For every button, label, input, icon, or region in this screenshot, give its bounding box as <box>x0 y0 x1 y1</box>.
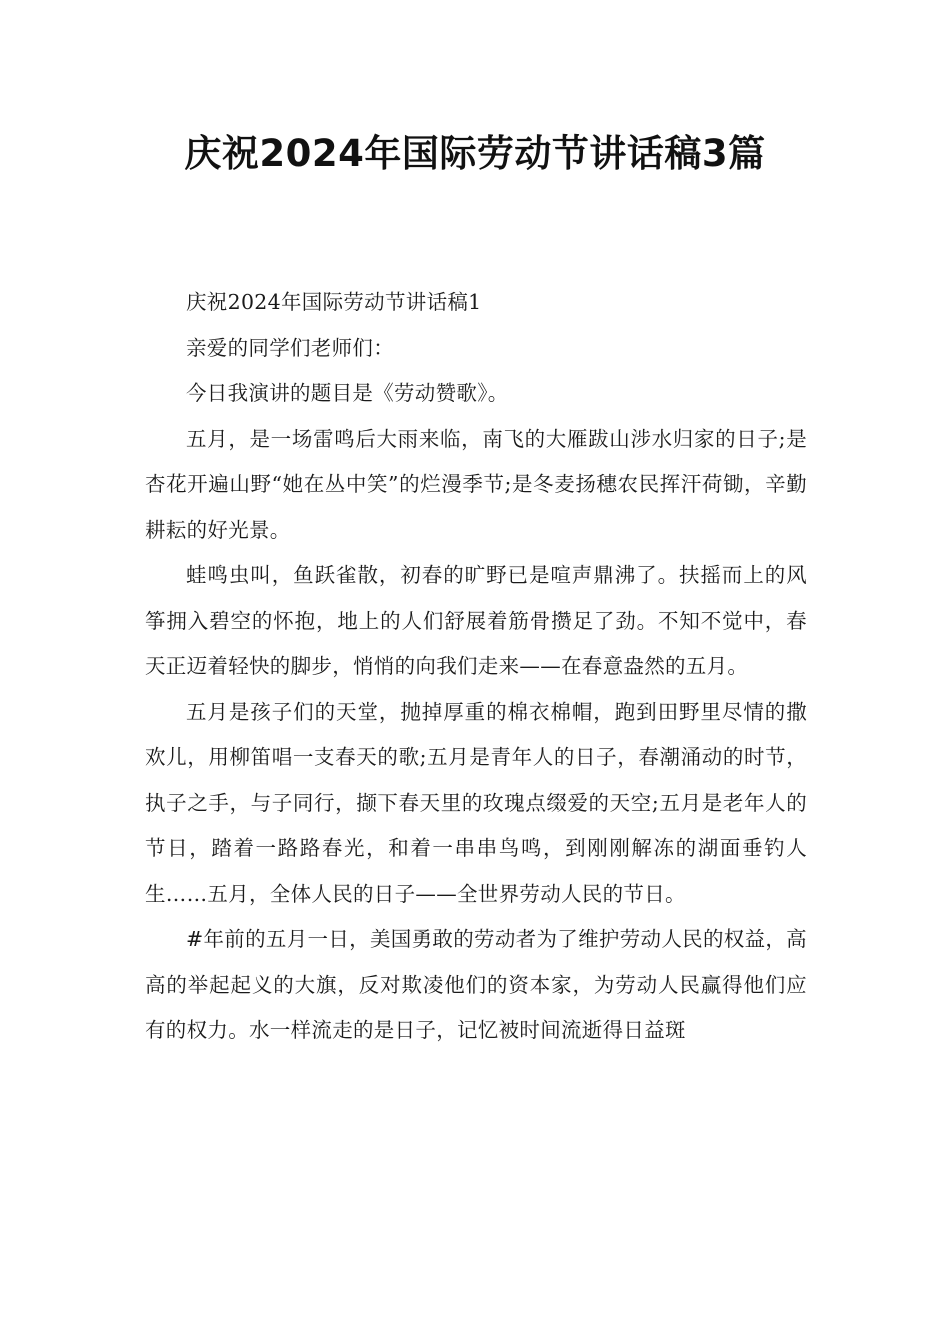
body-paragraph: 五月是孩子们的天堂，抛掉厚重的棉衣棉帽，跑到田野里尽情的撒欢儿，用柳笛唱一支春天的歌;五月是青年人的日子，春潮涌动的时节，执子之手，与子同行，撷下春天里的玫瑰点缀爱的天空;五月是老年人的节日，踏着一路路春光，和着一串串鸟鸣，到刚刚解冻的湖面垂钓人生……五月，全体人民的日子——全世界劳动人民的节日。 <box>145 699 807 906</box>
body-paragraph: 五月，是一场雷鸣后大雨来临，南飞的大雁跋山涉水归家的日子;是杏花开遍山野“她在丛中笑”的烂漫季节;是冬麦扬穗农民挥汗荷锄，辛勤耕耘的好光景。 <box>145 426 807 542</box>
salutation: 亲爱的同学们老师们： <box>186 335 394 360</box>
document-body <box>145 280 807 1054</box>
document-title: 庆祝2024年国际劳动节讲话稿3篇 <box>184 132 766 175</box>
body-paragraph: #年前的五月一日，美国勇敢的劳动者为了维护劳动人民的权益，高高的举起起义的大旗，反对欺凌他们的资本家，为劳动人民赢得他们应有的权力。水一样流走的是日子，记忆被时间流逝得日益斑 <box>145 927 807 1042</box>
speech-heading: 庆祝2024年国际劳动节讲话稿1 <box>186 290 482 314</box>
topic-intro: 今日我演讲的题目是《劳动赞歌》。 <box>186 381 509 405</box>
body-paragraph: 蛙鸣虫叫，鱼跃雀散，初春的旷野已是喧声鼎沸了。扶摇而上的风筝拥入碧空的怀抱，地上的人们舒展着筋骨攒足了劲。不知不觉中，春天正迈着轻快的脚步，悄悄的向我们走来——在春意盎然的五月。 <box>145 563 807 678</box>
